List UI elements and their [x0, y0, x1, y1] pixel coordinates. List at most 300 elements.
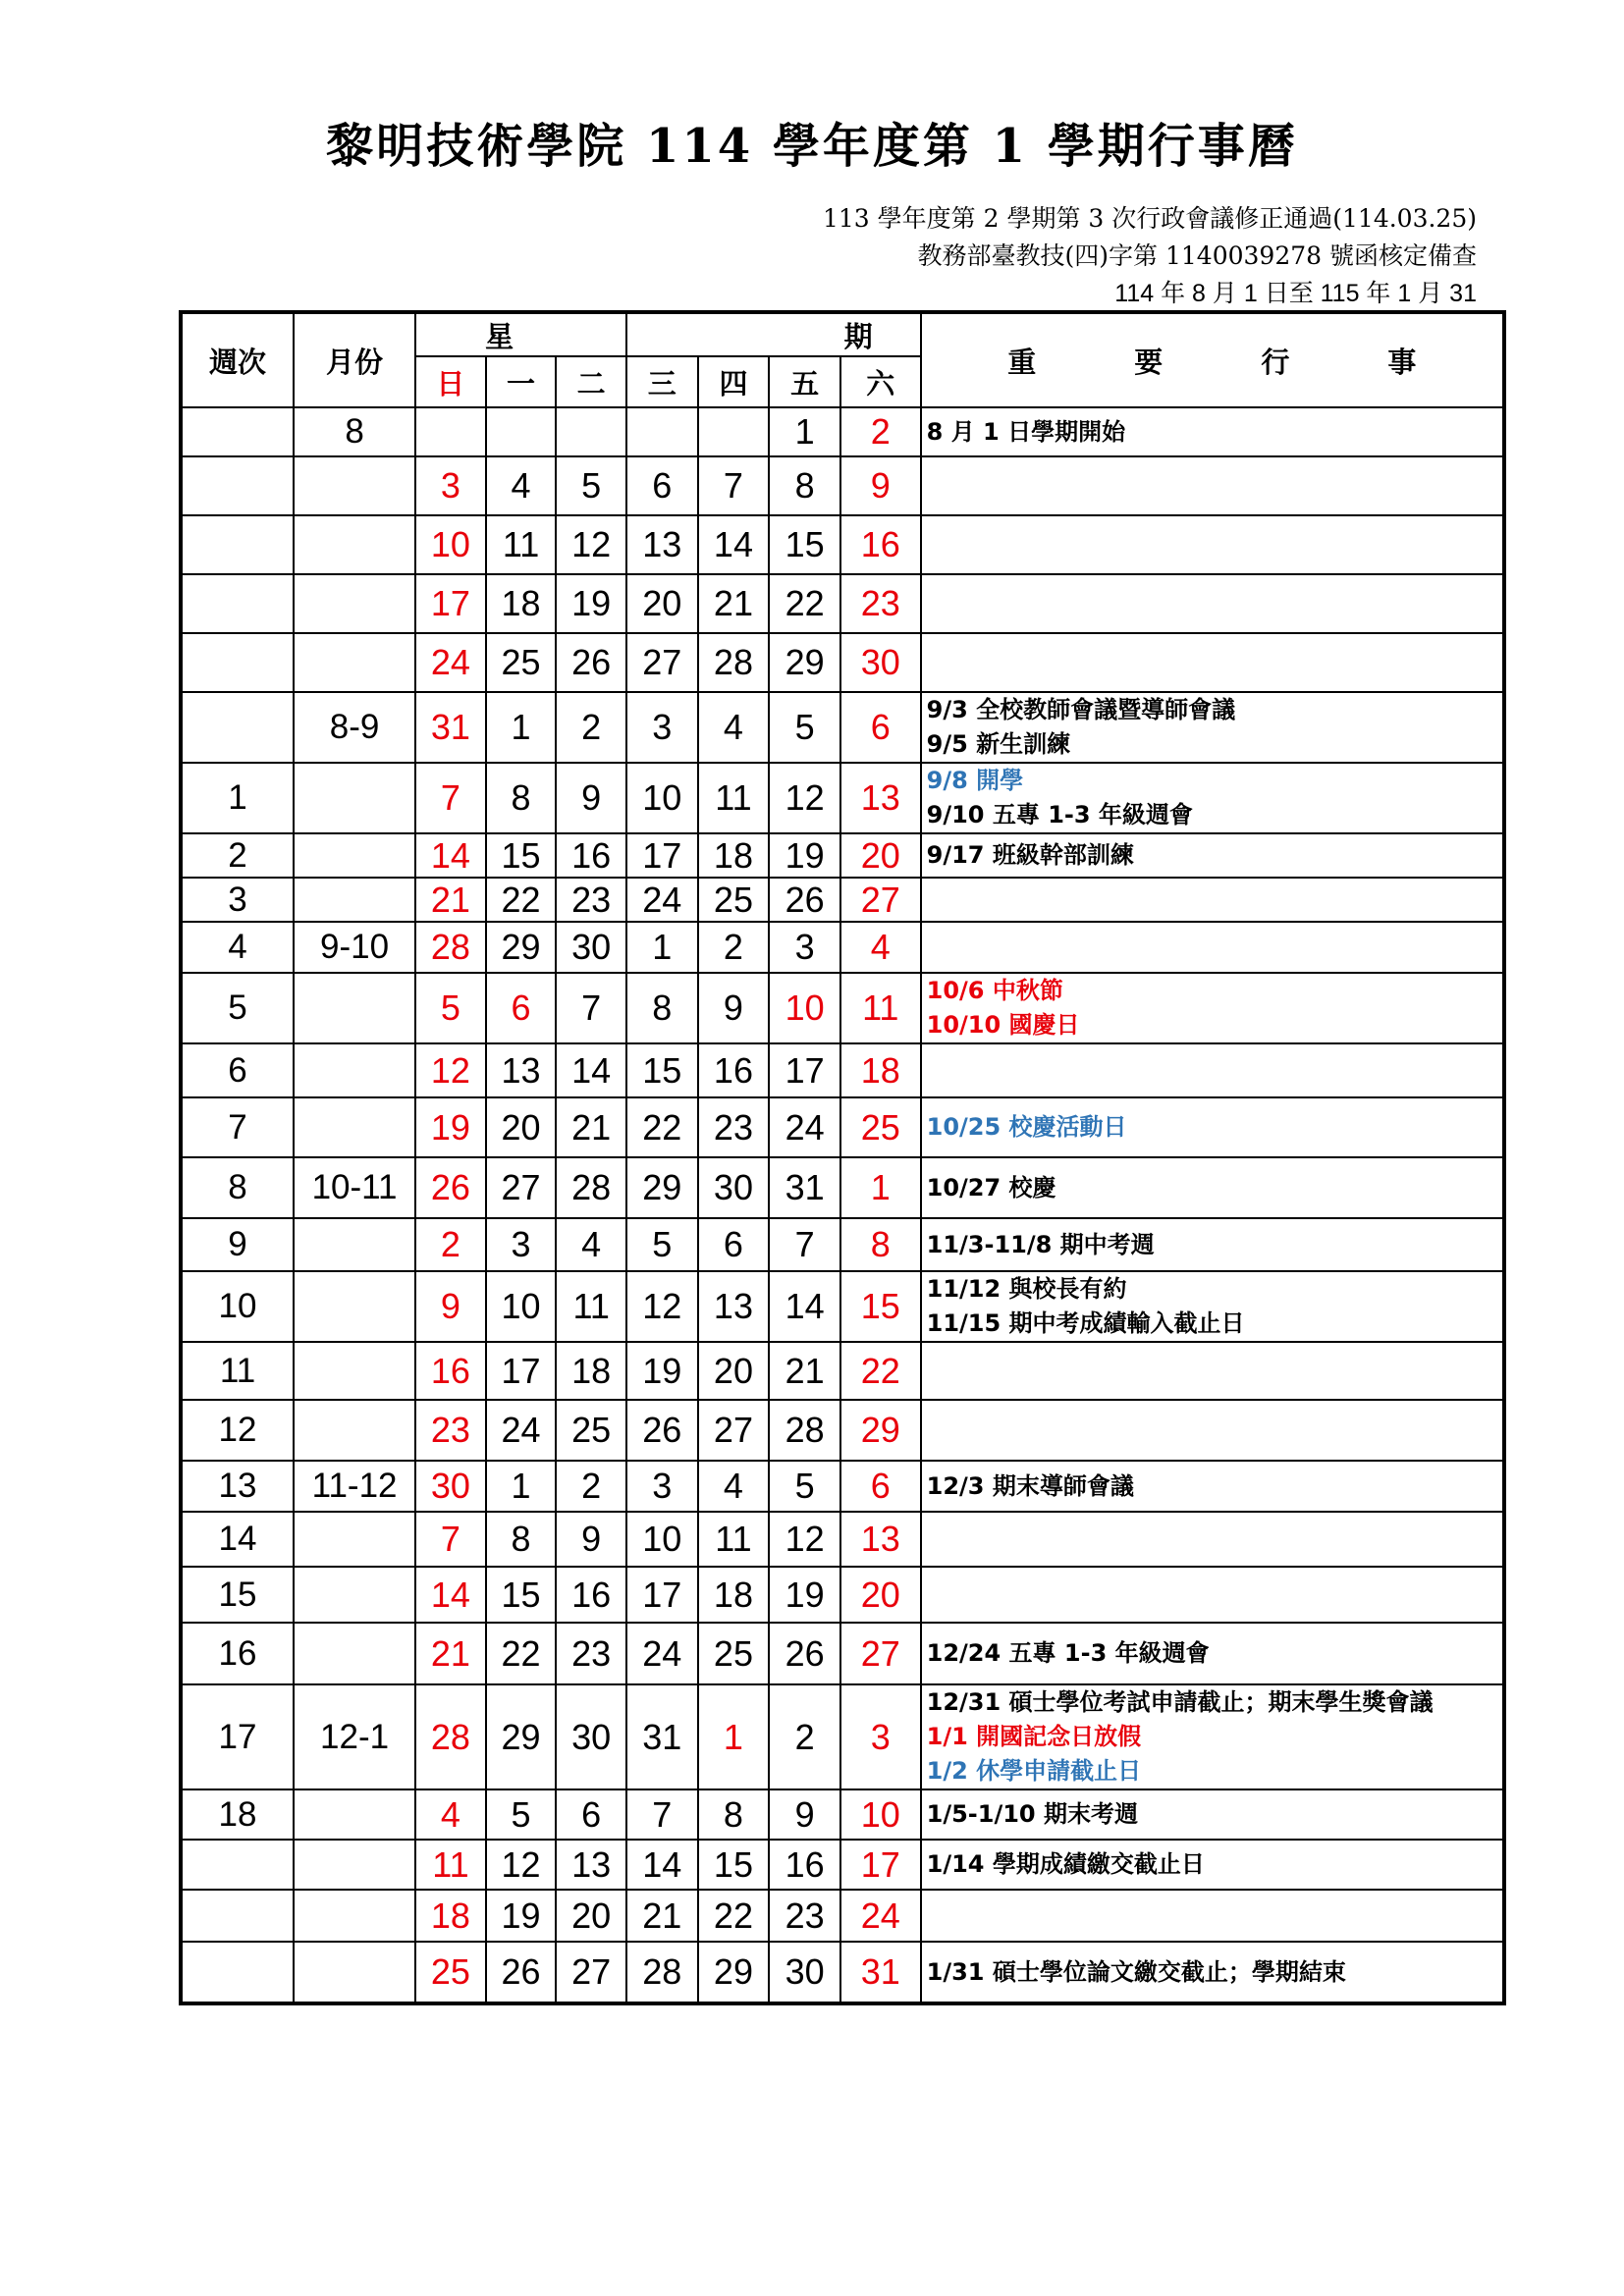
day-cell: 11 — [486, 515, 557, 574]
day-cell: 26 — [769, 878, 840, 922]
day-cell: 23 — [556, 878, 626, 922]
month-label — [294, 1342, 415, 1400]
day-cell: 18 — [415, 1890, 486, 1942]
day-cell: 27 — [556, 1942, 626, 2003]
event-cell — [921, 1567, 1504, 1623]
day-cell: 19 — [626, 1342, 698, 1400]
month-label: 8 — [294, 407, 415, 456]
calendar-row — [181, 1461, 1504, 1512]
day-cell: 14 — [626, 1840, 698, 1890]
week-header: 週次 — [181, 312, 294, 407]
day-cell: 8 — [698, 1789, 770, 1840]
day-cell: 20 — [556, 1890, 626, 1942]
events-header-char: 事 — [1387, 345, 1417, 379]
event-cell — [921, 922, 1504, 973]
day-cell: 17 — [415, 574, 486, 633]
day-cell: 29 — [769, 633, 840, 692]
calendar-table — [179, 310, 1506, 2005]
day-cell: 10 — [626, 763, 698, 833]
day-cell: 18 — [556, 1342, 626, 1400]
event-item: 11/12 與校長有約 — [926, 1275, 1127, 1303]
day-cell: 28 — [415, 1684, 486, 1789]
day-cell: 17 — [486, 1342, 557, 1400]
calendar-row — [181, 833, 1504, 878]
day-cell: 1 — [769, 407, 840, 456]
month-label — [294, 1623, 415, 1684]
event-item: 9/17 班級幹部訓練 — [926, 841, 1134, 869]
week-number — [181, 1942, 294, 2003]
calendar-row — [181, 456, 1504, 515]
events-header-char: 要 — [1134, 345, 1164, 379]
day-cell: 9 — [556, 763, 626, 833]
day-cell: 7 — [556, 973, 626, 1043]
week-number — [181, 1890, 294, 1942]
event-cell — [921, 878, 1504, 922]
day-cell: 17 — [840, 1840, 921, 1890]
day-header-sat: 六 — [840, 356, 921, 407]
day-cell: 23 — [769, 1890, 840, 1942]
day-cell: 12 — [626, 1271, 698, 1342]
day-cell: 27 — [698, 1400, 770, 1461]
calendar-row — [181, 1623, 1504, 1684]
day-cell: 1 — [840, 1157, 921, 1218]
week-number — [181, 574, 294, 633]
week-number: 12 — [181, 1400, 294, 1461]
month-label — [294, 515, 415, 574]
event-cell — [921, 633, 1504, 692]
day-cell: 16 — [556, 833, 626, 878]
day-cell: 9 — [769, 1789, 840, 1840]
day-cell: 29 — [486, 922, 557, 973]
day-cell: 10 — [415, 515, 486, 574]
day-cell: 24 — [486, 1400, 557, 1461]
week-number: 11 — [181, 1342, 294, 1400]
calendar-row — [181, 1271, 1504, 1342]
calendar-row — [181, 407, 1504, 456]
day-cell: 2 — [556, 1461, 626, 1512]
day-cell: 18 — [698, 833, 770, 878]
day-cell: 27 — [486, 1157, 557, 1218]
day-header-sun: 日 — [415, 356, 486, 407]
week-number — [181, 515, 294, 574]
month-label: 8-9 — [294, 692, 415, 763]
day-cell: 16 — [556, 1567, 626, 1623]
day-cell: 16 — [840, 515, 921, 574]
week-number: 18 — [181, 1789, 294, 1840]
month-label — [294, 1400, 415, 1461]
day-cell: 24 — [769, 1097, 840, 1157]
week-number: 13 — [181, 1461, 294, 1512]
event-cell — [921, 1342, 1504, 1400]
event-cell — [921, 1623, 1504, 1684]
week-number: 4 — [181, 922, 294, 973]
day-cell: 22 — [698, 1890, 770, 1942]
event-cell — [921, 515, 1504, 574]
day-cell: 12 — [415, 1043, 486, 1097]
day-cell: 15 — [698, 1840, 770, 1890]
week-number — [181, 1840, 294, 1890]
day-cell: 20 — [486, 1097, 557, 1157]
day-cell: 1 — [626, 922, 698, 973]
day-cell: 11 — [556, 1271, 626, 1342]
day-cell: 19 — [769, 1567, 840, 1623]
day-cell: 15 — [840, 1271, 921, 1342]
calendar-row — [181, 973, 1504, 1043]
event-cell — [921, 1043, 1504, 1097]
day-cell: 9 — [556, 1512, 626, 1567]
calendar-row — [181, 1684, 1504, 1789]
day-cell: 3 — [626, 1461, 698, 1512]
month-label: 10-11 — [294, 1157, 415, 1218]
day-cell: 15 — [769, 515, 840, 574]
day-cell: 18 — [486, 574, 557, 633]
calendar-row — [181, 1567, 1504, 1623]
week-number — [181, 407, 294, 456]
day-cell — [415, 407, 486, 456]
day-cell: 30 — [556, 922, 626, 973]
event-cell — [921, 833, 1504, 878]
day-cell: 8 — [840, 1218, 921, 1271]
month-label: 12-1 — [294, 1684, 415, 1789]
day-cell: 13 — [486, 1043, 557, 1097]
day-cell: 5 — [556, 456, 626, 515]
day-cell: 4 — [698, 692, 770, 763]
month-label — [294, 1097, 415, 1157]
day-cell: 25 — [698, 1623, 770, 1684]
day-cell: 28 — [415, 922, 486, 973]
event-cell — [921, 1218, 1504, 1271]
day-cell: 26 — [626, 1400, 698, 1461]
day-cell: 3 — [769, 922, 840, 973]
week-number: 16 — [181, 1623, 294, 1684]
week-number: 5 — [181, 973, 294, 1043]
calendar-row — [181, 1218, 1504, 1271]
weekday-header-right: 期 — [626, 312, 921, 356]
event-item: 8 月 1 日學期開始 — [926, 417, 1126, 446]
day-cell: 14 — [769, 1271, 840, 1342]
day-cell: 25 — [415, 1942, 486, 2003]
week-number — [181, 692, 294, 763]
day-cell: 8 — [486, 1512, 557, 1567]
day-cell: 20 — [626, 574, 698, 633]
event-cell — [921, 1400, 1504, 1461]
day-cell: 24 — [840, 1890, 921, 1942]
day-cell: 6 — [486, 973, 557, 1043]
calendar-row — [181, 515, 1504, 574]
day-cell: 13 — [556, 1840, 626, 1890]
day-cell: 19 — [415, 1097, 486, 1157]
event-cell — [921, 692, 1504, 763]
event-cell — [921, 973, 1504, 1043]
day-cell: 9 — [698, 973, 770, 1043]
day-cell: 4 — [415, 1789, 486, 1840]
day-cell: 15 — [486, 833, 557, 878]
day-cell: 7 — [698, 456, 770, 515]
day-cell: 31 — [769, 1157, 840, 1218]
day-cell: 19 — [556, 574, 626, 633]
day-cell: 28 — [698, 633, 770, 692]
day-cell: 23 — [556, 1623, 626, 1684]
day-cell: 5 — [415, 973, 486, 1043]
day-cell: 5 — [626, 1218, 698, 1271]
week-number — [181, 633, 294, 692]
day-cell: 18 — [698, 1567, 770, 1623]
day-header-wed: 三 — [626, 356, 698, 407]
calendar-row — [181, 1157, 1504, 1218]
calendar-row — [181, 1097, 1504, 1157]
month-label — [294, 574, 415, 633]
ministry-approval-note: 教務部臺教技(四)字第 1140039278 號函核定備查 — [917, 241, 1477, 270]
day-cell: 16 — [415, 1342, 486, 1400]
events-header — [921, 312, 1504, 407]
day-cell: 27 — [840, 878, 921, 922]
day-cell: 21 — [626, 1890, 698, 1942]
event-item: 10/6 中秋節 — [926, 977, 1063, 1004]
day-cell: 23 — [698, 1097, 770, 1157]
day-cell: 28 — [626, 1942, 698, 2003]
day-cell: 21 — [415, 878, 486, 922]
month-header: 月份 — [294, 312, 415, 407]
day-cell: 21 — [769, 1342, 840, 1400]
day-cell: 19 — [769, 833, 840, 878]
day-cell: 12 — [556, 515, 626, 574]
day-cell: 18 — [840, 1043, 921, 1097]
event-item: 10/25 校慶活動日 — [926, 1113, 1127, 1141]
day-cell: 11 — [840, 973, 921, 1043]
month-label — [294, 763, 415, 833]
event-cell — [921, 1684, 1504, 1789]
day-cell: 2 — [769, 1684, 840, 1789]
day-cell: 12 — [769, 763, 840, 833]
day-cell: 26 — [486, 1942, 557, 2003]
day-cell: 2 — [556, 692, 626, 763]
day-cell: 4 — [556, 1218, 626, 1271]
calendar-row — [181, 763, 1504, 833]
calendar-row — [181, 1789, 1504, 1840]
day-cell: 4 — [698, 1461, 770, 1512]
calendar-row — [181, 1890, 1504, 1942]
day-cell: 17 — [769, 1043, 840, 1097]
day-cell — [698, 407, 770, 456]
day-cell: 3 — [626, 692, 698, 763]
approval-note: 113 學年度第 2 學期第 3 次行政會議修正通過(114.03.25) — [822, 204, 1477, 233]
event-item: 9/8 開學 — [926, 767, 1024, 794]
week-number: 15 — [181, 1567, 294, 1623]
month-label — [294, 1271, 415, 1342]
day-cell: 4 — [486, 456, 557, 515]
event-item: 1/2 休學申請截止日 — [926, 1757, 1142, 1785]
day-cell: 11 — [698, 763, 770, 833]
day-cell: 14 — [556, 1043, 626, 1097]
day-cell: 23 — [840, 574, 921, 633]
day-cell: 31 — [840, 1942, 921, 2003]
month-label — [294, 1043, 415, 1097]
day-cell: 29 — [626, 1157, 698, 1218]
events-header-char: 行 — [1261, 345, 1290, 379]
day-cell: 13 — [840, 1512, 921, 1567]
calendar-row — [181, 633, 1504, 692]
day-cell: 25 — [486, 633, 557, 692]
day-cell: 27 — [626, 633, 698, 692]
month-label — [294, 1890, 415, 1942]
day-cell: 10 — [486, 1271, 557, 1342]
events-header-char: 重 — [1007, 345, 1037, 379]
day-cell: 15 — [626, 1043, 698, 1097]
day-cell: 6 — [556, 1789, 626, 1840]
day-cell: 6 — [698, 1218, 770, 1271]
month-label: 9-10 — [294, 922, 415, 973]
day-cell: 24 — [415, 633, 486, 692]
event-cell — [921, 1157, 1504, 1218]
event-cell — [921, 1271, 1504, 1342]
month-label — [294, 1218, 415, 1271]
day-header-thu: 四 — [698, 356, 770, 407]
calendar-body — [181, 407, 1504, 2003]
event-cell — [921, 1840, 1504, 1890]
day-cell: 29 — [486, 1684, 557, 1789]
calendar-row — [181, 922, 1504, 973]
day-cell: 29 — [840, 1400, 921, 1461]
event-item: 10/10 國慶日 — [926, 1011, 1080, 1039]
event-item: 1/31 碩士學位論文繳交截止；學期結束 — [926, 1957, 1346, 1986]
day-cell: 25 — [840, 1097, 921, 1157]
week-number: 2 — [181, 833, 294, 878]
day-cell: 8 — [486, 763, 557, 833]
event-cell — [921, 1097, 1504, 1157]
day-cell: 2 — [840, 407, 921, 456]
day-cell — [486, 407, 557, 456]
day-cell: 13 — [840, 763, 921, 833]
day-cell: 30 — [556, 1684, 626, 1789]
event-item: 12/3 期末導師會議 — [926, 1471, 1134, 1500]
week-number — [181, 456, 294, 515]
day-cell: 14 — [415, 833, 486, 878]
day-cell: 10 — [626, 1512, 698, 1567]
event-item: 9/3 全校教師會議暨導師會議 — [926, 696, 1236, 723]
day-cell — [556, 407, 626, 456]
day-cell: 17 — [626, 1567, 698, 1623]
day-cell: 10 — [769, 973, 840, 1043]
day-cell: 2 — [698, 922, 770, 973]
day-cell: 25 — [556, 1400, 626, 1461]
calendar-row — [181, 574, 1504, 633]
week-number: 3 — [181, 878, 294, 922]
day-cell: 8 — [626, 973, 698, 1043]
day-cell: 7 — [769, 1218, 840, 1271]
week-number: 10 — [181, 1271, 294, 1342]
event-cell — [921, 407, 1504, 456]
day-cell: 20 — [840, 1567, 921, 1623]
day-cell: 13 — [698, 1271, 770, 1342]
day-cell: 1 — [486, 692, 557, 763]
day-cell: 21 — [698, 574, 770, 633]
event-item: 1/5-1/10 期末考週 — [926, 1800, 1138, 1828]
day-cell: 26 — [415, 1157, 486, 1218]
day-cell: 13 — [626, 515, 698, 574]
day-cell: 9 — [840, 456, 921, 515]
day-cell: 4 — [840, 922, 921, 973]
day-cell: 7 — [415, 763, 486, 833]
day-cell: 6 — [840, 692, 921, 763]
day-header-tue: 二 — [556, 356, 626, 407]
day-cell: 19 — [486, 1890, 557, 1942]
calendar-row — [181, 1942, 1504, 2003]
week-number: 1 — [181, 763, 294, 833]
month-label: 11-12 — [294, 1461, 415, 1512]
day-cell: 28 — [769, 1400, 840, 1461]
day-cell: 11 — [698, 1512, 770, 1567]
calendar-row — [181, 1043, 1504, 1097]
event-cell — [921, 456, 1504, 515]
month-label — [294, 1567, 415, 1623]
calendar-row — [181, 1400, 1504, 1461]
day-cell: 28 — [556, 1157, 626, 1218]
day-cell: 12 — [769, 1512, 840, 1567]
day-cell: 1 — [698, 1684, 770, 1789]
month-label — [294, 973, 415, 1043]
page-title: 黎明技術學院 114 學年度第 1 學期行事曆 — [326, 119, 1298, 174]
week-number: 14 — [181, 1512, 294, 1567]
month-label — [294, 456, 415, 515]
calendar-row — [181, 1840, 1504, 1890]
event-item: 10/27 校慶 — [926, 1173, 1056, 1201]
event-cell — [921, 1942, 1504, 2003]
event-cell — [921, 574, 1504, 633]
day-cell: 9 — [415, 1271, 486, 1342]
month-label — [294, 633, 415, 692]
day-cell: 3 — [840, 1684, 921, 1789]
month-label — [294, 1789, 415, 1840]
day-cell: 24 — [626, 1623, 698, 1684]
day-cell: 6 — [840, 1461, 921, 1512]
day-cell: 29 — [698, 1942, 770, 2003]
day-cell: 5 — [769, 1461, 840, 1512]
week-number: 8 — [181, 1157, 294, 1218]
day-cell: 20 — [840, 833, 921, 878]
day-cell: 12 — [486, 1840, 557, 1890]
day-cell: 25 — [698, 878, 770, 922]
day-cell: 8 — [769, 456, 840, 515]
day-cell: 16 — [769, 1840, 840, 1890]
event-item: 9/10 五專 1-3 年級週會 — [926, 801, 1193, 828]
calendar-row — [181, 1342, 1504, 1400]
day-cell: 22 — [486, 878, 557, 922]
event-item: 1/1 開國記念日放假 — [926, 1723, 1142, 1750]
month-label — [294, 1840, 415, 1890]
day-cell: 7 — [626, 1789, 698, 1840]
day-cell: 21 — [556, 1097, 626, 1157]
day-cell: 16 — [698, 1043, 770, 1097]
day-cell: 11 — [415, 1840, 486, 1890]
calendar-row — [181, 1512, 1504, 1567]
day-cell: 26 — [556, 633, 626, 692]
day-cell: 10 — [840, 1789, 921, 1840]
calendar-row — [181, 692, 1504, 763]
calendar-row — [181, 878, 1504, 922]
event-item: 1/14 學期成績繳交截止日 — [926, 1850, 1205, 1878]
month-label — [294, 1512, 415, 1567]
day-cell: 5 — [486, 1789, 557, 1840]
day-cell: 23 — [415, 1400, 486, 1461]
day-cell: 2 — [415, 1218, 486, 1271]
day-cell: 26 — [769, 1623, 840, 1684]
day-cell: 22 — [626, 1097, 698, 1157]
month-label — [294, 878, 415, 922]
event-cell — [921, 763, 1504, 833]
event-cell — [921, 1512, 1504, 1567]
day-cell: 22 — [840, 1342, 921, 1400]
day-cell: 30 — [769, 1942, 840, 2003]
